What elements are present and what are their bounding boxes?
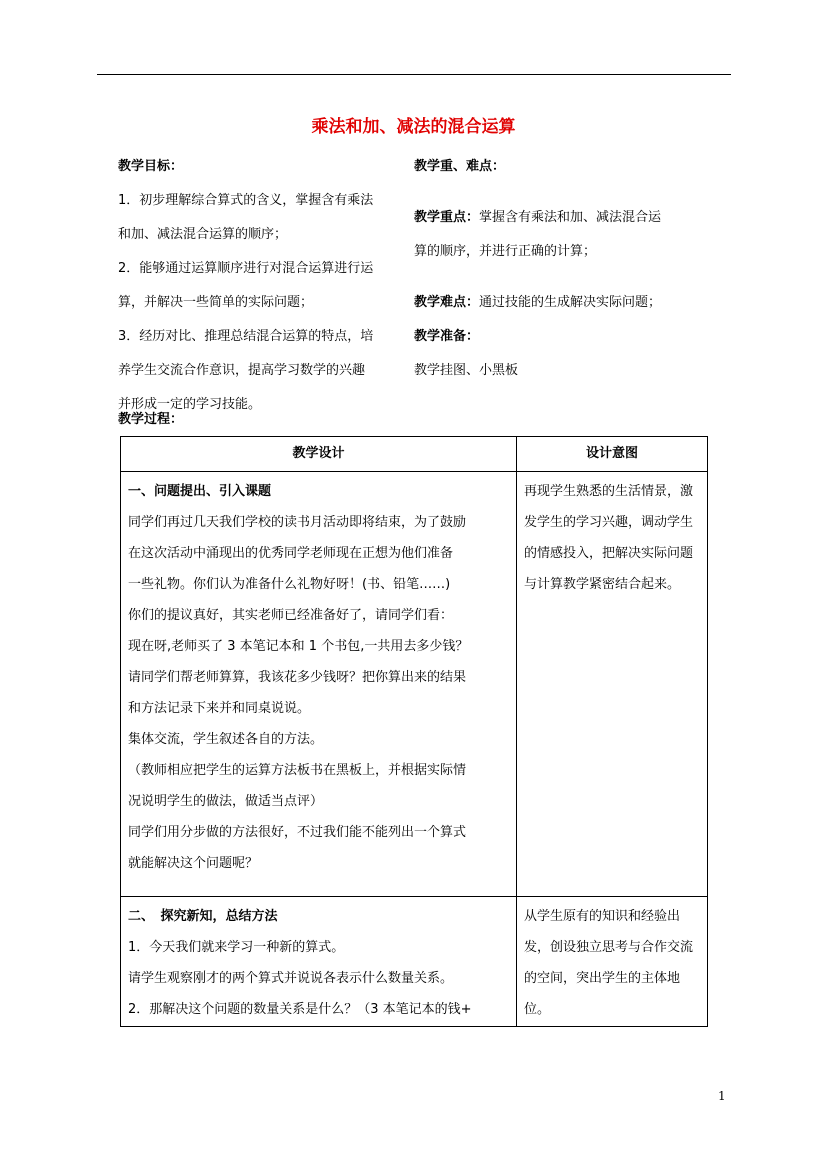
section-1-line: 同学们用分步做的方法很好，不过我们能不能列出一个算式 (128, 825, 467, 840)
table-row (121, 472, 708, 897)
objectives-heading: 教学目标： (118, 159, 184, 174)
objective-1-line-2: 和加、减法混合运算的顺序； (118, 227, 288, 242)
section-1-line: 请同学们帮老师算算，我该花多少钱呀？把你算出来的结果 (128, 670, 467, 685)
section-1-title: 一、问题提出、引入课题 (128, 484, 272, 499)
objective-3-line-2: 养学生交流合作意识，提高学习数学的兴趣 (118, 363, 366, 378)
process-heading: 教学过程： (118, 412, 184, 427)
section-2-line: 请学生观察刚才的两个算式并说说各表示什么数量关系。 (128, 971, 454, 986)
section-2-design (121, 897, 517, 1027)
section-1-line: 况说明学生的做法，做适当点评） (128, 794, 324, 809)
section-1-line: 现在呀,老师买了 3 本笔记本和 1 个书包,一共用去多少钱？ (128, 639, 469, 654)
section-1-line: 集体交流，学生叙述各自的方法。 (128, 732, 324, 747)
section-1-line: 一些礼物。你们认为准备什么礼物好呀！(书、铅笔……) (128, 577, 451, 592)
focus-text: 掌握含有乘法和加、减法混合运 (479, 210, 662, 225)
objective-3-line-1: 3．经历对比、推理总结混合运算的特点，培 (118, 329, 374, 344)
focus-line-1 (414, 201, 714, 235)
page-title: 乘法和加、减法的混合运算 (311, 117, 516, 137)
section-1-line: 你们的提议真好，其实老师已经准备好了，请同学们看： (128, 608, 454, 623)
objectives-block (118, 150, 408, 422)
section-1-lines (128, 476, 510, 879)
difficulty-label: 教学难点： (414, 295, 480, 310)
page-number: 1 (718, 1089, 726, 1103)
section-2-intent-text: 从学生原有的知识和经验出发，创设独立思考与合作交流的空间，突出学生的主体地位。 (524, 909, 694, 1017)
objective-3-line-3: 并形成一定的学习技能。 (118, 397, 262, 412)
header-rule (97, 74, 731, 75)
objective-2-line-2: 算，并解决一些简单的实际问题； (118, 295, 314, 310)
section-1-design (121, 472, 517, 897)
section-1-line: 同学们再过几天我们学校的读书月活动即将结束，为了鼓励 (128, 515, 467, 530)
difficulty-line (414, 286, 714, 320)
objective-1-line-1: 1．初步理解综合算式的含义，掌握含有乘法 (118, 193, 374, 208)
section-2-intent (517, 897, 708, 1027)
section-1-line: 和方法记录下来并和同桌说说。 (128, 701, 311, 716)
section-2-line: 1．今天我们就来学习一种新的算式。 (128, 940, 345, 955)
table-header-row (121, 437, 708, 472)
section-1-intent (517, 472, 708, 897)
section-2-line: 2．那解决这个问题的数量关系是什么？（3 本笔记本的钱+ (128, 1002, 472, 1017)
difficulty-text: 通过技能的生成解决实际问题； (479, 295, 662, 310)
lesson-plan-table (120, 436, 708, 1027)
column-header-design: 教学设计 (121, 437, 517, 472)
section-1-line: （教师相应把学生的运算方法板书在黑板上，并根据实际情 (128, 763, 467, 778)
prep-heading: 教学准备： (414, 329, 480, 344)
section-1-line: 就能解决这个问题呢？ (128, 856, 259, 871)
section-1-intent-text: 再现学生熟悉的生活情景，激发学生的学习兴趣，调动学生的情感投入，把解决实际问题与计算教学紧密结合起来。 (524, 484, 694, 592)
table-row (121, 897, 708, 1027)
objective-2-line-1: 2．能够通过运算顺序进行对混合运算进行运 (118, 261, 374, 276)
section-1-line: 在这次活动中涌现出的优秀同学老师现在正想为他们准备 (128, 546, 454, 561)
focus-line-2: 算的顺序，并进行正确的计算； (414, 244, 597, 259)
keypoints-heading: 教学重、难点： (414, 159, 506, 174)
column-header-intent: 设计意图 (517, 437, 708, 472)
section-2-lines (128, 901, 510, 1025)
focus-label: 教学重点： (414, 210, 480, 225)
prep-text: 教学挂图、小黑板 (414, 363, 519, 378)
section-2-title: 二、 探究新知，总结方法 (128, 909, 278, 924)
keypoints-block (414, 150, 714, 388)
